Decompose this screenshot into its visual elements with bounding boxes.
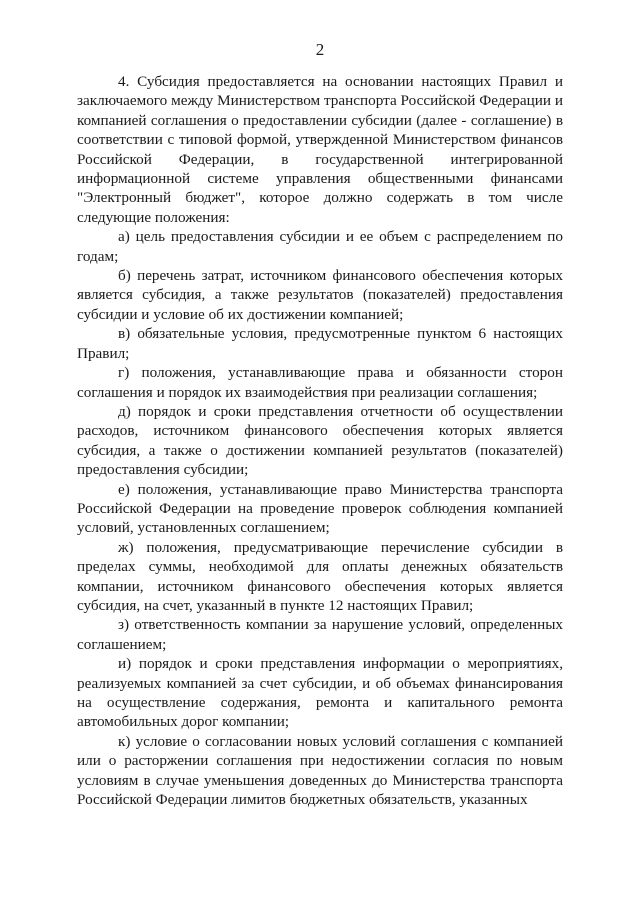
paragraph-item-k: к) условие о согласовании новых условий соглашения с компанией или о расторжении соглашения при недостижении согласия по новым условиям в случае уменьшения доведенных до Министерства транспорта Российской Федерации лимитов бюджетных обязательств, указанных — [77, 732, 563, 809]
paragraph-item-v: в) обязательные условия, предусмотренные пунктом 6 настоящих Правил; — [77, 325, 563, 362]
paragraph-item-d: д) порядок и сроки представления отчетности об осуществлении расходов, источником финансового обеспечения которых является субсидия, а также о достижении компанией результатов (показателей) предоставления субсидии; — [77, 402, 563, 479]
page-number: 2 — [315, 40, 325, 59]
paragraph-4: 4. Субсидия предоставляется на основании настоящих Правил и заключаемого между Министерством транспорта Российской Федерации и компанией соглашения о предоставлении субсидии (далее - соглашение) в соответствии с типовой формой, утвержденной Министерством финансов Российской Федерации, в государственной интегрированной информационной системе управления общественными финансами "Электронный бюджет", которое должно содержать в том числе следующие положения: — [77, 73, 563, 226]
paragraph-item-i: и) порядок и сроки представления информации о мероприятиях, реализуемых компанией за счет субсидии, и об объемах финансирования на осуществление содержания, ремонта и капитального ремонта автомобильных дорог компании; — [77, 655, 563, 731]
paragraph-item-g: г) положения, устанавливающие права и обязанности сторон соглашения и порядок их взаимодействия при реализации соглашения; — [77, 364, 563, 401]
paragraph-item-e: е) положения, устанавливающие право Министерства транспорта Российской Федерации на проведение проверок соблюдения компанией условий, установленных соглашением; — [77, 480, 563, 537]
paragraph-item-a: а) цель предоставления субсидии и ее объем с распределением по годам; — [77, 228, 563, 265]
document-body — [77, 72, 563, 809]
paragraph-item-z: з) ответственность компании за нарушение условий, определенных соглашением; — [77, 616, 563, 653]
paragraph-item-b: б) перечень затрат, источником финансового обеспечения которых является субсидия, а также результатов (показателей) предоставления субсидии и условие об их достижении компанией; — [77, 267, 563, 323]
paragraph-item-zh: ж) положения, предусматривающие перечисление субсидии в пределах суммы, необходимой для оплаты денежных обязательств компании, источником финансового обеспечения которых является субсидия, на счет, указанный в пункте 12 настоящих Правил; — [77, 538, 563, 614]
